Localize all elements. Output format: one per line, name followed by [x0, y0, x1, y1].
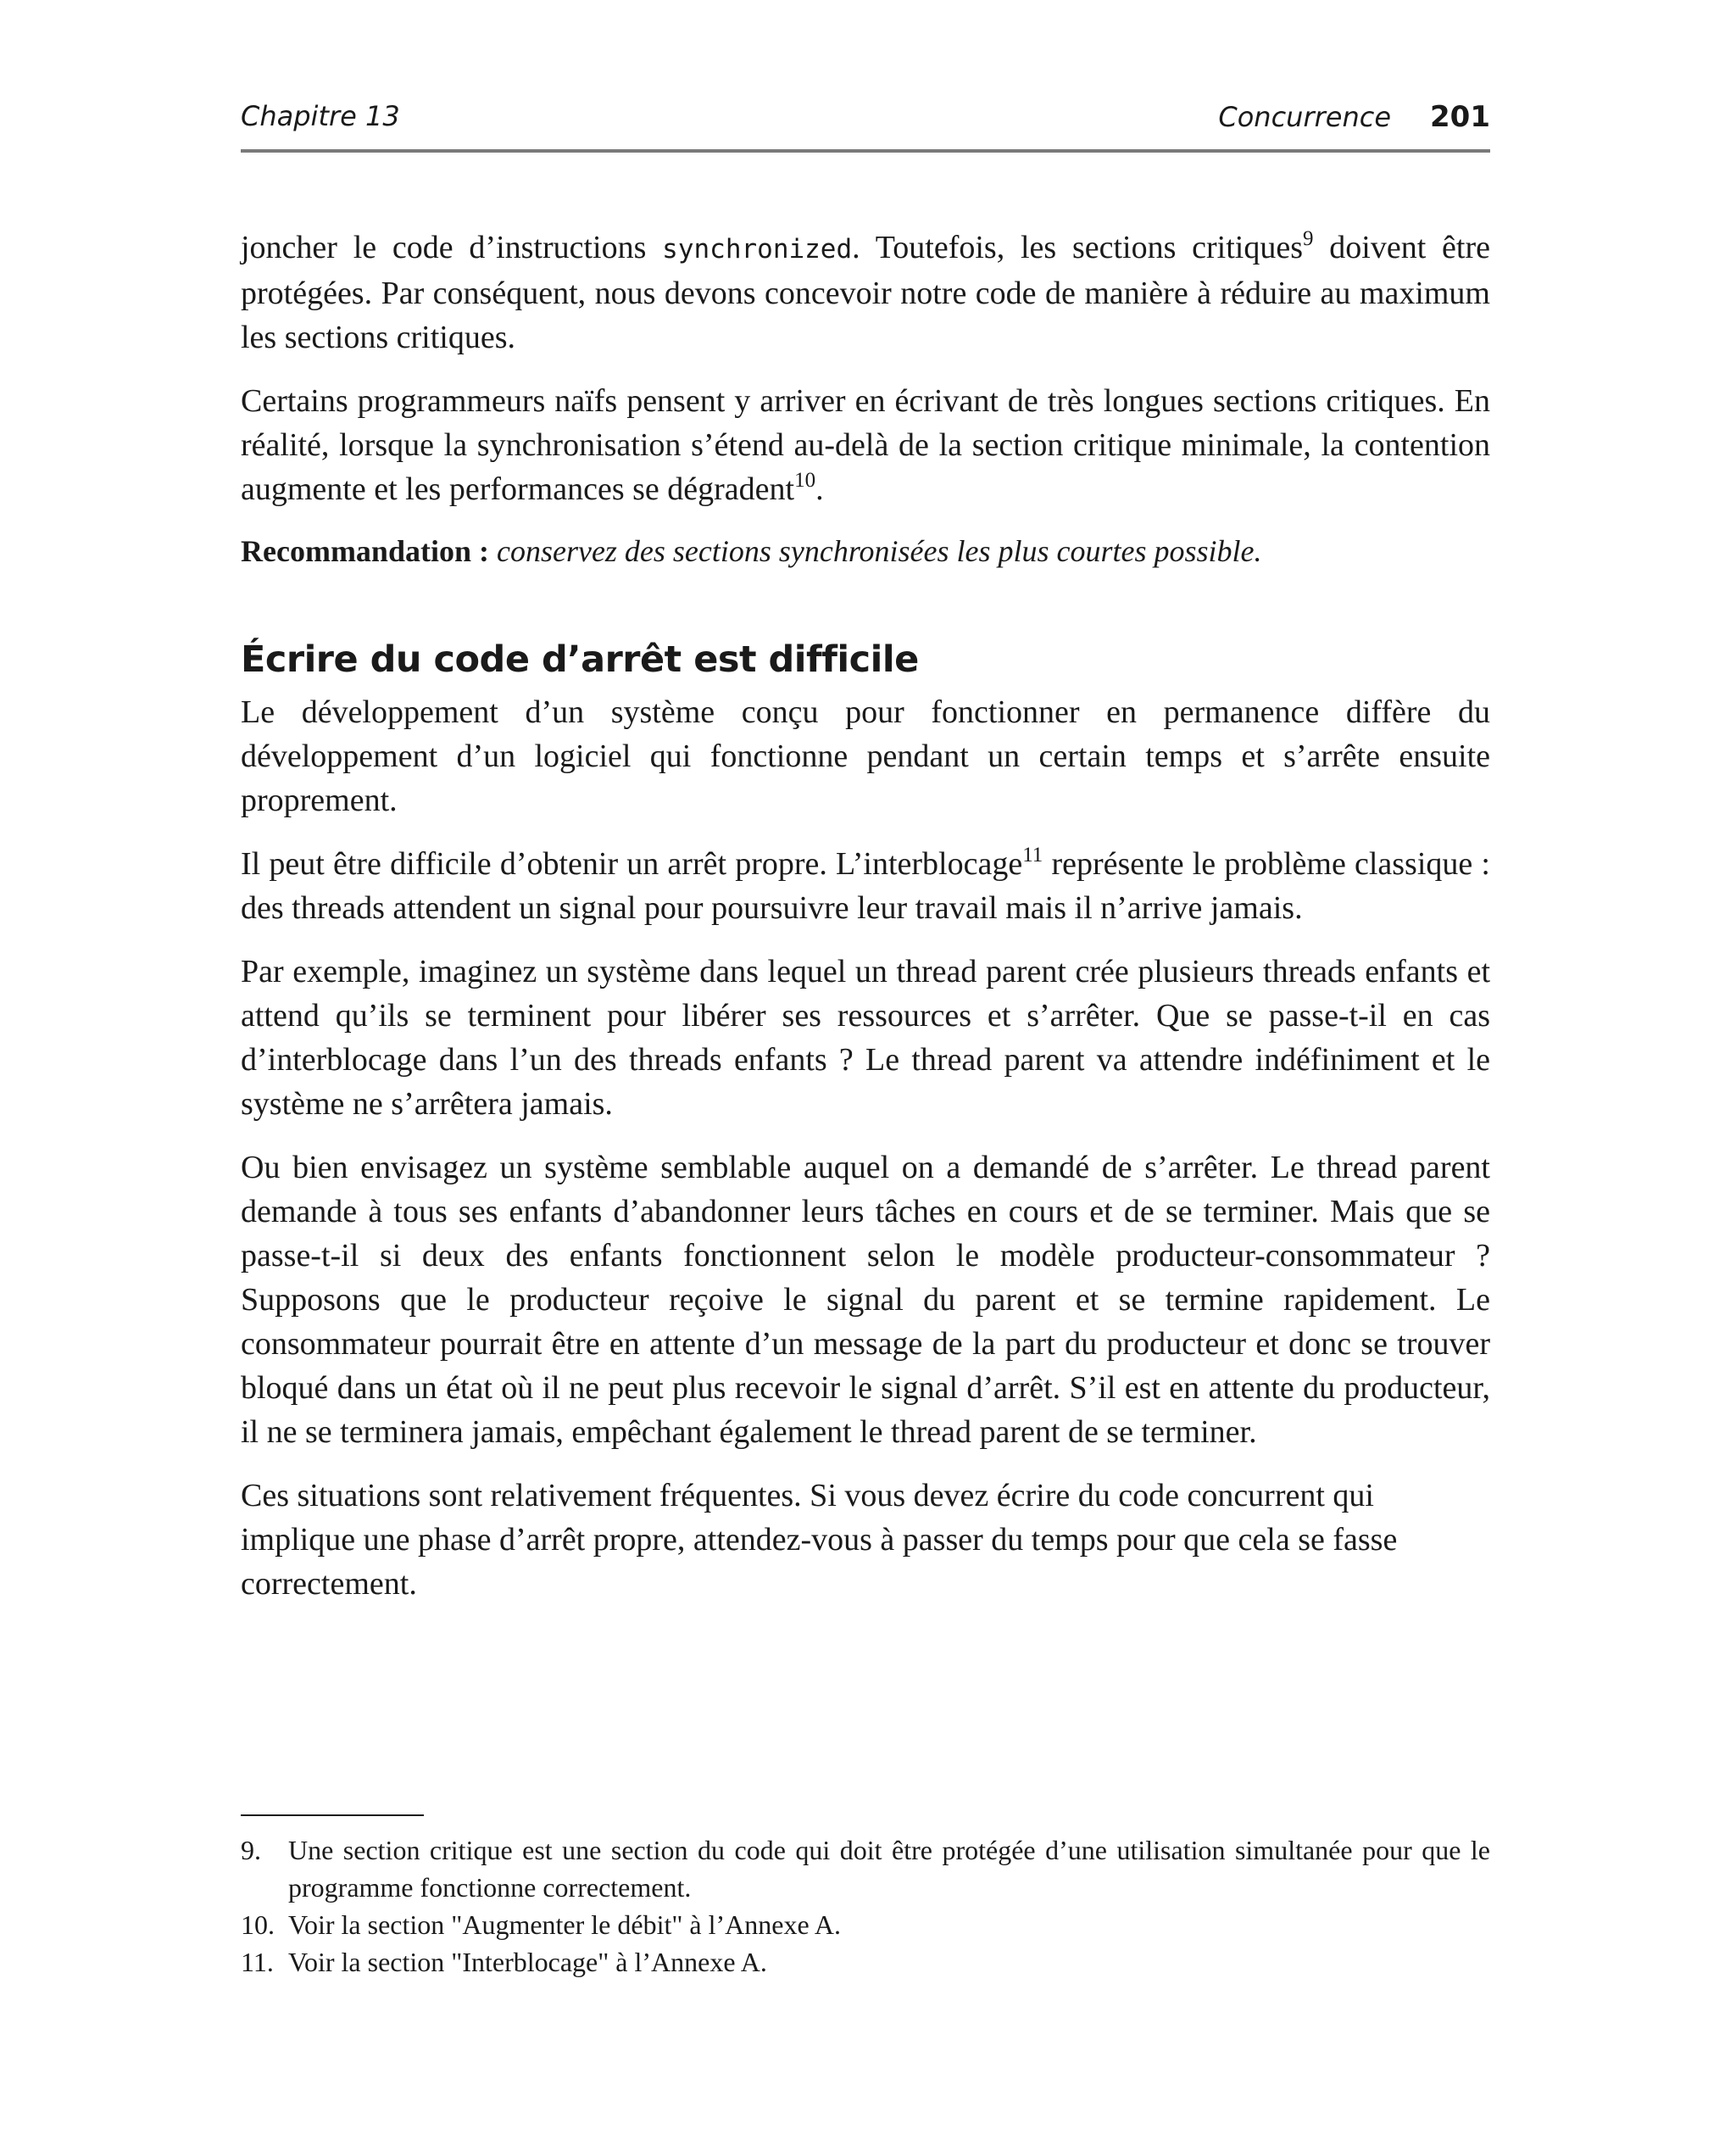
paragraph-2: Certains programmeurs naïfs pensent y arriver en écrivant de très longues sections critiques. En réalité, lorsque la synchronisation s’étend au-delà de la section critique minimale, la contention augmente et les performances se dégradent$^{10}$. [241, 383, 1490, 507]
footnote-ref-9: 9 [1303, 227, 1314, 250]
chapter-title: Concurrence [1218, 101, 1392, 133]
footnotes [241, 1831, 1490, 1981]
body-text [241, 226, 1490, 1625]
recommendation-text: conservez des sections synchronisées les plus courtes possible. [496, 534, 1262, 568]
paragraph-3: Le développement d’un système conçu pour fonctionner en permanence diffère du développement d’un logiciel qui fonctionne pendant un certain temps et s’arrête ensuite proprement. [241, 694, 1490, 818]
chapter-label: Chapitre 13 [241, 100, 400, 132]
footnote-ref-11: 11 [1022, 844, 1043, 867]
header-rule [241, 149, 1490, 153]
running-header [241, 100, 1490, 141]
paragraph-6: Ou bien envisagez un système semblable auquel on a demandé de s’arrêter. Le thread parent demande à tous ses enfants d’abandonner leurs tâches en cours et de se terminer. Mais que se passe-t-il si deux des enfants fonctionnent selon le modèle producteur-consommateur ? Supposons que le producteur reçoive le signal du parent et se termine rapidement. Le consommateur pourrait être en attente d’un message de la part du producteur et donc se trouver bloqué dans un état où il ne peut plus recevoir le signal d’arrêt. S’il est en attente du producteur, il ne se terminera jamais, empêchant également le thread parent de se terminer. [241, 1150, 1490, 1450]
book-page [241, 0, 1490, 2140]
paragraph-4: Il peut être difficile d’obtenir un arrêt propre. L’interblocage$^{11}$ représente le problème classique : des threads attendent un signal pour poursuivre leur travail mais il n’arrive jamais. [241, 844, 1490, 926]
page-number: 201 [1430, 100, 1490, 134]
section-heading: Écrire du code d’arrêt est difficile [241, 638, 919, 681]
footnote-text: Voir la section "Interblocage" à l’Annexe A. [288, 1947, 767, 1977]
footnote-text: Voir la section "Augmenter le débit" à l’Annexe A. [288, 1909, 842, 1940]
footnote-number: 9. [241, 1835, 261, 1865]
footnote-9 [241, 1831, 1490, 1906]
footnote-text: Une section critique est une section du code qui doit être protégée d’une utilisation simultanée pour que le programme fonctionne correctement. [288, 1835, 1490, 1903]
footnote-number: 10. [241, 1909, 275, 1940]
header-right [1218, 100, 1490, 134]
paragraph-1: joncher le code d’instructions synchronized. Toutefois, les sections critiques$^9$ doivent être protégées. Par conséquent, nous devons concevoir notre code de manière à réduire au maximum les sections critiques. [241, 227, 1490, 355]
recommendation-label: Recommandation : [241, 534, 489, 568]
footnote-rule [241, 1814, 424, 1816]
paragraph-7: Ces situations sont relativement fréquentes. Si vous devez écrire du code concurrent qui implique une phase d’arrêt propre, attendez-vous à passer du temps pour que cela se fasse correctement. [241, 1478, 1398, 1602]
footnote-number: 11. [241, 1947, 274, 1977]
footnote-ref-10: 10 [794, 469, 816, 492]
inline-code: synchronized [662, 234, 853, 265]
footnote-11 [241, 1943, 1490, 1981]
paragraph-5: Par exemple, imaginez un système dans lequel un thread parent crée plusieurs threads enfants et attend qu’ils se terminent pour libérer ses ressources et s’arrêter. Que se passe-t-il en cas d’interblocage dans l’un des threads enfants ? Le thread parent va attendre indéfiniment et le système ne s’arrêtera jamais. [241, 954, 1490, 1122]
footnote-10 [241, 1906, 1490, 1943]
recommendation-box [241, 531, 1490, 571]
